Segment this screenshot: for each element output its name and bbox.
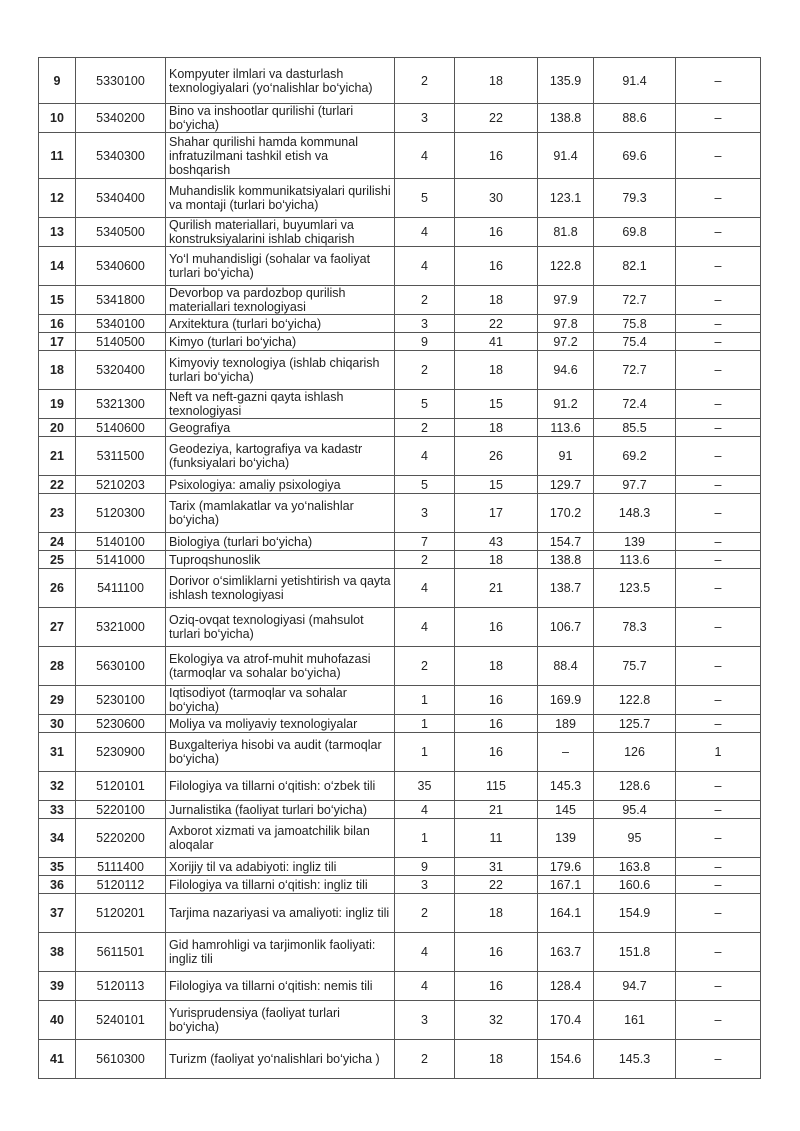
value-col-d: 139 (594, 533, 676, 551)
value-col-d: 145.3 (594, 1040, 676, 1079)
table-row (39, 1001, 761, 1040)
value-col-a: 4 (395, 933, 455, 972)
value-col-e: – (676, 647, 761, 686)
table-row (39, 551, 761, 569)
row-number: 19 (39, 390, 76, 419)
table-row (39, 333, 761, 351)
row-number: 10 (39, 104, 76, 133)
specialty-code: 5411100 (76, 569, 166, 608)
value-col-e: – (676, 218, 761, 247)
value-col-e: – (676, 551, 761, 569)
row-number: 41 (39, 1040, 76, 1079)
value-col-e: – (676, 608, 761, 647)
value-col-d: 125.7 (594, 715, 676, 733)
specialty-name: Neft va neft-gazni qayta ishlash texnologiyasi (166, 390, 395, 419)
value-col-e: – (676, 419, 761, 437)
value-col-d: 72.7 (594, 351, 676, 390)
table-row (39, 247, 761, 286)
specialty-code: 5321300 (76, 390, 166, 419)
specialty-name: Axborot xizmati va jamoatchilik bilan aloqalar (166, 819, 395, 858)
value-col-a: 1 (395, 686, 455, 715)
value-col-b: 16 (455, 686, 538, 715)
value-col-d: 69.2 (594, 437, 676, 476)
value-col-e: – (676, 247, 761, 286)
table-row (39, 933, 761, 972)
table-row (39, 733, 761, 772)
specialty-code: 5630100 (76, 647, 166, 686)
value-col-a: 2 (395, 58, 455, 104)
value-col-b: 31 (455, 858, 538, 876)
value-col-a: 4 (395, 247, 455, 286)
value-col-a: 5 (395, 476, 455, 494)
value-col-d: 75.4 (594, 333, 676, 351)
row-number: 32 (39, 772, 76, 801)
row-number: 21 (39, 437, 76, 476)
value-col-c: 91.2 (538, 390, 594, 419)
specialty-code: 5210203 (76, 476, 166, 494)
value-col-a: 35 (395, 772, 455, 801)
value-col-b: 11 (455, 819, 538, 858)
value-col-c: 154.6 (538, 1040, 594, 1079)
specialty-code: 5340500 (76, 218, 166, 247)
specialty-code: 5611501 (76, 933, 166, 972)
value-col-e: – (676, 1040, 761, 1079)
specialty-code: 5140100 (76, 533, 166, 551)
table-row (39, 894, 761, 933)
specialty-name: Biologiya (turlari bo‘yicha) (166, 533, 395, 551)
value-col-b: 22 (455, 876, 538, 894)
table-row (39, 801, 761, 819)
value-col-e: – (676, 894, 761, 933)
value-col-b: 15 (455, 390, 538, 419)
specialty-code: 5340300 (76, 133, 166, 179)
value-col-b: 30 (455, 179, 538, 218)
value-col-a: 4 (395, 972, 455, 1001)
value-col-b: 43 (455, 533, 538, 551)
table-row (39, 286, 761, 315)
value-col-d: 94.7 (594, 972, 676, 1001)
value-col-e: – (676, 58, 761, 104)
value-col-b: 18 (455, 894, 538, 933)
value-col-c: 135.9 (538, 58, 594, 104)
table-row (39, 972, 761, 1001)
specialty-name: Moliya va moliyaviy texnologiyalar (166, 715, 395, 733)
value-col-d: 163.8 (594, 858, 676, 876)
value-col-a: 7 (395, 533, 455, 551)
specialty-code: 5141000 (76, 551, 166, 569)
value-col-e: – (676, 286, 761, 315)
value-col-d: 69.6 (594, 133, 676, 179)
specialty-name: Tarix (mamlakatlar va yo‘nalishlar bo‘yicha) (166, 494, 395, 533)
row-number: 34 (39, 819, 76, 858)
value-col-b: 115 (455, 772, 538, 801)
value-col-c: 106.7 (538, 608, 594, 647)
value-col-c: 97.9 (538, 286, 594, 315)
value-col-a: 4 (395, 801, 455, 819)
value-col-c: 167.1 (538, 876, 594, 894)
specialty-code: 5340100 (76, 315, 166, 333)
value-col-e: – (676, 972, 761, 1001)
row-number: 30 (39, 715, 76, 733)
specialty-name: Turizm (faoliyat yo‘nalishlari bo‘yicha ) (166, 1040, 395, 1079)
value-col-d: 75.8 (594, 315, 676, 333)
value-col-b: 21 (455, 801, 538, 819)
row-number: 35 (39, 858, 76, 876)
table-row (39, 858, 761, 876)
specialty-name: Devorbop va pardozbop qurilish materiallari texnologiyasi (166, 286, 395, 315)
specialty-name: Psixologiya: amaliy psixologiya (166, 476, 395, 494)
specialty-name: Tuproqshunoslik (166, 551, 395, 569)
value-col-a: 2 (395, 1040, 455, 1079)
value-col-a: 3 (395, 1001, 455, 1040)
value-col-b: 16 (455, 933, 538, 972)
value-col-c: 123.1 (538, 179, 594, 218)
value-col-a: 2 (395, 647, 455, 686)
row-number: 13 (39, 218, 76, 247)
value-col-a: 4 (395, 569, 455, 608)
table-row (39, 133, 761, 179)
value-col-b: 18 (455, 551, 538, 569)
value-col-c: 97.2 (538, 333, 594, 351)
value-col-b: 26 (455, 437, 538, 476)
value-col-c: 88.4 (538, 647, 594, 686)
table-row (39, 608, 761, 647)
value-col-b: 16 (455, 715, 538, 733)
value-col-a: 1 (395, 733, 455, 772)
value-col-d: 113.6 (594, 551, 676, 569)
value-col-b: 18 (455, 647, 538, 686)
value-col-b: 18 (455, 351, 538, 390)
value-col-d: 161 (594, 1001, 676, 1040)
value-col-e: – (676, 494, 761, 533)
value-col-e: – (676, 876, 761, 894)
row-number: 23 (39, 494, 76, 533)
value-col-c: 81.8 (538, 218, 594, 247)
row-number: 28 (39, 647, 76, 686)
value-col-e: – (676, 801, 761, 819)
specialty-code: 5140600 (76, 419, 166, 437)
value-col-a: 3 (395, 104, 455, 133)
value-col-d: 151.8 (594, 933, 676, 972)
value-col-d: 154.9 (594, 894, 676, 933)
value-col-a: 3 (395, 494, 455, 533)
value-col-e: – (676, 715, 761, 733)
specialty-code: 5321000 (76, 608, 166, 647)
value-col-c: 145 (538, 801, 594, 819)
specialty-code: 5340600 (76, 247, 166, 286)
value-col-b: 16 (455, 733, 538, 772)
value-col-c: 97.8 (538, 315, 594, 333)
value-col-a: 3 (395, 876, 455, 894)
value-col-c: 189 (538, 715, 594, 733)
value-col-a: 2 (395, 894, 455, 933)
value-col-c: 154.7 (538, 533, 594, 551)
value-col-d: 95.4 (594, 801, 676, 819)
value-col-e: – (676, 933, 761, 972)
specialty-code: 5341800 (76, 286, 166, 315)
value-col-c: 128.4 (538, 972, 594, 1001)
specialty-name: Kimyoviy texnologiya (ishlab chiqarish turlari bo‘yicha) (166, 351, 395, 390)
value-col-e: – (676, 104, 761, 133)
value-col-a: 2 (395, 351, 455, 390)
value-col-a: 2 (395, 419, 455, 437)
row-number: 33 (39, 801, 76, 819)
specialty-code: 5220100 (76, 801, 166, 819)
value-col-e: – (676, 390, 761, 419)
specialty-name: Gid hamrohligi va tarjimonlik faoliyati: ingliz tili (166, 933, 395, 972)
value-col-c: 145.3 (538, 772, 594, 801)
value-col-e: – (676, 315, 761, 333)
value-col-b: 15 (455, 476, 538, 494)
value-col-b: 18 (455, 1040, 538, 1079)
value-col-b: 21 (455, 569, 538, 608)
value-col-d: 128.6 (594, 772, 676, 801)
specialty-name: Yo‘l muhandisligi (sohalar va faoliyat turlari bo‘yicha) (166, 247, 395, 286)
value-col-c: 163.7 (538, 933, 594, 972)
value-col-c: 113.6 (538, 419, 594, 437)
row-number: 15 (39, 286, 76, 315)
value-col-e: – (676, 686, 761, 715)
specialty-name: Arxitektura (turlari bo‘yicha) (166, 315, 395, 333)
row-number: 16 (39, 315, 76, 333)
specialty-code: 5120101 (76, 772, 166, 801)
table-row (39, 772, 761, 801)
value-col-e: – (676, 819, 761, 858)
specialty-name: Filologiya va tillarni o‘qitish: ingliz tili (166, 876, 395, 894)
value-col-a: 9 (395, 858, 455, 876)
table-row (39, 533, 761, 551)
table-row (39, 218, 761, 247)
value-col-e: – (676, 476, 761, 494)
row-number: 40 (39, 1001, 76, 1040)
specialty-code: 5140500 (76, 333, 166, 351)
value-col-b: 18 (455, 58, 538, 104)
value-col-e: – (676, 133, 761, 179)
value-col-d: 148.3 (594, 494, 676, 533)
row-number: 24 (39, 533, 76, 551)
value-col-a: 2 (395, 286, 455, 315)
value-col-b: 22 (455, 315, 538, 333)
specialty-name: Geodeziya, kartografiya va kadastr (funksiyalari bo‘yicha) (166, 437, 395, 476)
specialty-name: Jurnalistika (faoliyat turlari bo‘yicha) (166, 801, 395, 819)
value-col-a: 4 (395, 218, 455, 247)
value-col-b: 16 (455, 133, 538, 179)
value-col-e: – (676, 333, 761, 351)
specialty-code: 5220200 (76, 819, 166, 858)
value-col-d: 85.5 (594, 419, 676, 437)
table-row (39, 476, 761, 494)
specialty-name: Filologiya va tillarni o‘qitish: nemis tili (166, 972, 395, 1001)
value-col-c: – (538, 733, 594, 772)
value-col-a: 9 (395, 333, 455, 351)
value-col-d: 122.8 (594, 686, 676, 715)
value-col-c: 129.7 (538, 476, 594, 494)
value-col-c: 169.9 (538, 686, 594, 715)
value-col-d: 69.8 (594, 218, 676, 247)
row-number: 14 (39, 247, 76, 286)
value-col-a: 4 (395, 133, 455, 179)
value-col-a: 2 (395, 551, 455, 569)
row-number: 36 (39, 876, 76, 894)
specialty-name: Bino va inshootlar qurilishi (turlari bo‘yicha) (166, 104, 395, 133)
value-col-d: 91.4 (594, 58, 676, 104)
table-row (39, 647, 761, 686)
value-col-c: 91 (538, 437, 594, 476)
row-number: 31 (39, 733, 76, 772)
table-row (39, 494, 761, 533)
specialty-name: Filologiya va tillarni o‘qitish: o‘zbek tili (166, 772, 395, 801)
row-number: 39 (39, 972, 76, 1001)
specialty-name: Kimyo (turlari bo‘yicha) (166, 333, 395, 351)
value-col-d: 75.7 (594, 647, 676, 686)
value-col-a: 3 (395, 315, 455, 333)
value-col-a: 5 (395, 179, 455, 218)
specialty-name: Yurisprudensiya (faoliyat turlari bo‘yicha) (166, 1001, 395, 1040)
value-col-c: 164.1 (538, 894, 594, 933)
value-col-c: 170.2 (538, 494, 594, 533)
table-row (39, 419, 761, 437)
specialty-code: 5240101 (76, 1001, 166, 1040)
row-number: 27 (39, 608, 76, 647)
value-col-d: 82.1 (594, 247, 676, 286)
specialty-name: Shahar qurilishi hamda kommunal infratuzilmani tashkil etish va boshqarish (166, 133, 395, 179)
table-row (39, 1040, 761, 1079)
value-col-d: 97.7 (594, 476, 676, 494)
table-row (39, 437, 761, 476)
table-row (39, 58, 761, 104)
table-row (39, 351, 761, 390)
row-number: 25 (39, 551, 76, 569)
value-col-b: 18 (455, 286, 538, 315)
value-col-a: 1 (395, 715, 455, 733)
table-row (39, 104, 761, 133)
row-number: 22 (39, 476, 76, 494)
value-col-e: – (676, 179, 761, 218)
table-row (39, 179, 761, 218)
specialty-name: Kompyuter ilmlari va dasturlash texnologiyalari (yo‘nalishlar bo‘yicha) (166, 58, 395, 104)
row-number: 11 (39, 133, 76, 179)
specialty-name: Dorivor o‘simliklarni yetishtirish va qayta ishlash texnologiyasi (166, 569, 395, 608)
value-col-d: 126 (594, 733, 676, 772)
specialty-code: 5120112 (76, 876, 166, 894)
value-col-c: 91.4 (538, 133, 594, 179)
value-col-b: 22 (455, 104, 538, 133)
value-col-b: 18 (455, 419, 538, 437)
specialty-code: 5120201 (76, 894, 166, 933)
specialty-name: Xorijiy til va adabiyoti: ingliz tili (166, 858, 395, 876)
value-col-c: 138.8 (538, 104, 594, 133)
specialty-name: Iqtisodiyot (tarmoqlar va sohalar bo‘yicha) (166, 686, 395, 715)
row-number: 26 (39, 569, 76, 608)
table-row (39, 315, 761, 333)
specialty-code: 5111400 (76, 858, 166, 876)
specialty-code: 5340200 (76, 104, 166, 133)
row-number: 12 (39, 179, 76, 218)
table-row (39, 715, 761, 733)
value-col-c: 170.4 (538, 1001, 594, 1040)
value-col-c: 138.8 (538, 551, 594, 569)
specialties-table (38, 57, 761, 1079)
specialty-name: Buxgalteriya hisobi va audit (tarmoqlar bo‘yicha) (166, 733, 395, 772)
value-col-b: 41 (455, 333, 538, 351)
value-col-e: – (676, 351, 761, 390)
value-col-c: 122.8 (538, 247, 594, 286)
specialty-code: 5120300 (76, 494, 166, 533)
specialty-code: 5311500 (76, 437, 166, 476)
value-col-b: 17 (455, 494, 538, 533)
value-col-d: 123.5 (594, 569, 676, 608)
value-col-d: 95 (594, 819, 676, 858)
table-row (39, 876, 761, 894)
specialty-name: Geografiya (166, 419, 395, 437)
table-body (39, 58, 761, 1079)
value-col-d: 160.6 (594, 876, 676, 894)
value-col-e: – (676, 437, 761, 476)
value-col-d: 88.6 (594, 104, 676, 133)
specialty-code: 5330100 (76, 58, 166, 104)
specialty-name: Qurilish materiallari, buyumlari va konstruksiyalarini ishlab chiqarish (166, 218, 395, 247)
row-number: 17 (39, 333, 76, 351)
row-number: 18 (39, 351, 76, 390)
value-col-b: 16 (455, 608, 538, 647)
value-col-b: 16 (455, 972, 538, 1001)
specialty-name: Ekologiya va atrof-muhit muhofazasi (tarmoqlar va sohalar bo‘yicha) (166, 647, 395, 686)
row-number: 29 (39, 686, 76, 715)
value-col-b: 16 (455, 247, 538, 286)
value-col-e: – (676, 533, 761, 551)
specialty-name: Oziq-ovqat texnologiyasi (mahsulot turlari bo‘yicha) (166, 608, 395, 647)
table-row (39, 686, 761, 715)
value-col-e: – (676, 858, 761, 876)
value-col-e: – (676, 569, 761, 608)
value-col-e: – (676, 772, 761, 801)
value-col-c: 139 (538, 819, 594, 858)
value-col-b: 32 (455, 1001, 538, 1040)
value-col-c: 179.6 (538, 858, 594, 876)
table-row (39, 819, 761, 858)
row-number: 38 (39, 933, 76, 972)
value-col-e: – (676, 1001, 761, 1040)
row-number: 20 (39, 419, 76, 437)
table-row (39, 390, 761, 419)
value-col-a: 1 (395, 819, 455, 858)
specialty-code: 5340400 (76, 179, 166, 218)
row-number: 37 (39, 894, 76, 933)
value-col-a: 4 (395, 437, 455, 476)
value-col-e: 1 (676, 733, 761, 772)
row-number: 9 (39, 58, 76, 104)
value-col-c: 138.7 (538, 569, 594, 608)
specialty-code: 5230900 (76, 733, 166, 772)
value-col-b: 16 (455, 218, 538, 247)
specialty-code: 5610300 (76, 1040, 166, 1079)
specialty-code: 5120113 (76, 972, 166, 1001)
value-col-d: 72.7 (594, 286, 676, 315)
specialty-code: 5230100 (76, 686, 166, 715)
specialty-code: 5320400 (76, 351, 166, 390)
value-col-d: 78.3 (594, 608, 676, 647)
specialty-code: 5230600 (76, 715, 166, 733)
value-col-c: 94.6 (538, 351, 594, 390)
specialty-name: Tarjima nazariyasi va amaliyoti: ingliz tili (166, 894, 395, 933)
specialty-name: Muhandislik kommunikatsiyalari qurilishi va montaji (turlari bo‘yicha) (166, 179, 395, 218)
value-col-d: 79.3 (594, 179, 676, 218)
value-col-a: 4 (395, 608, 455, 647)
value-col-a: 5 (395, 390, 455, 419)
value-col-d: 72.4 (594, 390, 676, 419)
table-row (39, 569, 761, 608)
